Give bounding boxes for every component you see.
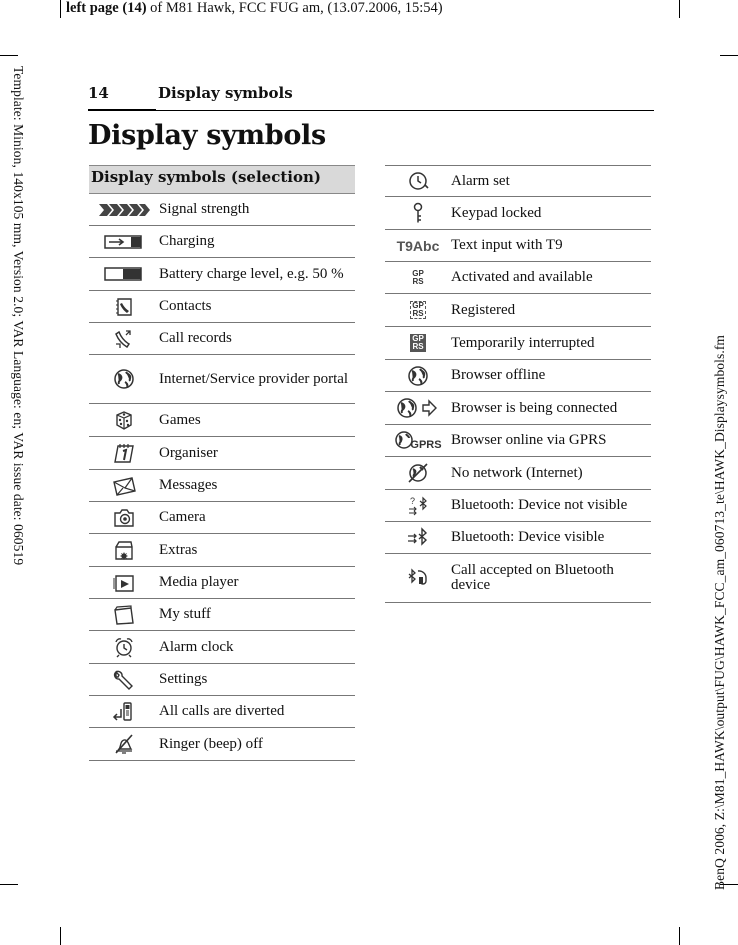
row-label: Browser offline — [451, 367, 546, 383]
file-path-vertical — [712, 200, 732, 890]
camera-icon — [89, 502, 159, 533]
table-row — [89, 599, 355, 631]
gprs-registered-icon — [385, 294, 451, 326]
template-info-vertical — [8, 66, 28, 666]
row-label: Bluetooth: Device not visible — [451, 497, 628, 513]
svg-text:?: ? — [410, 495, 416, 506]
page-header — [88, 80, 654, 111]
row-label: Camera — [159, 509, 206, 525]
call-records-icon — [89, 323, 159, 354]
row-label: Messages — [159, 477, 218, 493]
row-label: Signal strength — [159, 201, 250, 217]
globe-icon — [89, 355, 159, 403]
wrench-icon — [89, 664, 159, 695]
key-icon — [385, 197, 451, 229]
table-row — [89, 664, 355, 696]
crop-mark — [720, 55, 738, 56]
bluetooth-call-icon — [385, 554, 451, 602]
table-row — [385, 392, 651, 425]
table-heading: Display symbols (selection) — [89, 165, 355, 194]
gprs-bottom: RS — [412, 342, 424, 351]
template-info-text: Template: Minion, 140x105 mm, Version 2.0; VAR Language: en; VAR issue date: 060519 — [11, 66, 26, 566]
browser-gprs-icon — [385, 425, 451, 456]
table-row — [385, 327, 651, 360]
crop-mark — [0, 884, 18, 885]
row-label: Ringer (beep) off — [159, 735, 263, 752]
folder-icon — [89, 599, 159, 630]
row-label: Settings — [159, 671, 208, 687]
browser-connecting-icon — [385, 392, 451, 424]
row-label: Internet/Service provider portal — [159, 370, 349, 387]
row-label: Keypad locked — [451, 204, 542, 221]
gprs-bottom: RS — [412, 309, 424, 318]
t9-icon-text: T9Abc — [396, 237, 440, 254]
row-label: Charging — [159, 233, 215, 249]
row-label: Call accepted on Bluetooth device — [451, 562, 614, 593]
row-label: Battery charge level, e.g. 50 % — [159, 265, 344, 282]
bluetooth-visible-icon — [385, 522, 451, 553]
gprs-available-icon — [385, 262, 451, 293]
table-row — [385, 230, 651, 262]
crop-mark — [0, 55, 18, 56]
row-label: Alarm set — [451, 172, 510, 189]
no-network-icon — [385, 457, 451, 489]
table-row — [385, 294, 651, 327]
table-row — [385, 262, 651, 294]
gprs-bottom: RS — [412, 276, 424, 286]
table-row — [89, 631, 355, 664]
running-head-rest: of M81 Hawk, FCC FUG am, (13.07.2006, 15:54) — [146, 0, 443, 16]
table-row — [385, 360, 651, 392]
row-label: Games — [159, 411, 201, 428]
crop-mark — [60, 0, 61, 18]
table-row — [385, 197, 651, 230]
battery-icon — [89, 258, 159, 290]
media-player-icon — [89, 567, 159, 598]
gprs-interrupted-icon — [385, 327, 451, 359]
table-row — [89, 323, 355, 355]
signal-strength-icon — [89, 194, 159, 225]
divert-icon — [89, 696, 159, 727]
crop-mark — [679, 0, 680, 18]
row-label: No network (Internet) — [451, 464, 583, 481]
table-row — [89, 258, 355, 291]
gprs-top: GP — [412, 301, 424, 310]
file-path-text: BenQ 2006, Z:\M81_HAWK\output\FUG\HAWK_FCC_am_060713_te\HAWK_Displaysymbols.fm — [712, 334, 727, 890]
table-row — [89, 194, 355, 226]
table-row — [89, 534, 355, 567]
table-row — [385, 165, 651, 197]
table-row — [89, 567, 355, 599]
table-row — [89, 404, 355, 437]
section-title: Display symbols — [158, 84, 293, 102]
table-row — [89, 437, 355, 470]
symbols-table-right — [385, 165, 651, 603]
row-label: Temporarily interrupted — [451, 334, 595, 351]
bluetooth-invisible-icon — [385, 490, 451, 521]
row-label: Browser online via GPRS — [451, 432, 607, 448]
table-row — [89, 355, 355, 404]
table-row — [385, 490, 651, 522]
alarm-clock-icon — [89, 631, 159, 663]
contacts-icon — [89, 291, 159, 322]
charging-icon — [89, 226, 159, 257]
page-number: 14 — [88, 84, 109, 102]
gprs-top: GP — [412, 268, 424, 278]
table-row — [385, 457, 651, 490]
row-label: Extras — [159, 541, 198, 558]
row-label: Text input with T9 — [451, 237, 563, 253]
table-row — [89, 728, 355, 761]
table-row — [385, 554, 651, 603]
gprs-top: GP — [412, 334, 424, 343]
crop-mark — [679, 927, 680, 945]
extras-icon — [89, 534, 159, 566]
gprs-label: GPRS — [410, 438, 442, 451]
row-label: Media player — [159, 574, 239, 590]
bell-off-icon — [89, 728, 159, 760]
row-label: Contacts — [159, 298, 212, 314]
row-label: Alarm clock — [159, 638, 234, 655]
table-row — [385, 425, 651, 457]
table-row — [89, 226, 355, 258]
dice-icon — [89, 404, 159, 436]
row-label: Bluetooth: Device visible — [451, 529, 605, 545]
t9-icon — [385, 230, 451, 261]
running-head-bold: left page (14) — [66, 0, 147, 16]
alarm-set-icon — [385, 166, 451, 196]
calendar-icon — [89, 437, 159, 469]
row-label: Organiser — [159, 444, 218, 461]
header-rule — [88, 109, 156, 111]
crop-mark — [60, 927, 61, 945]
running-head — [66, 0, 443, 17]
page-title: Display symbols — [88, 120, 326, 151]
row-label: Browser is being connected — [451, 399, 618, 416]
envelope-icon — [89, 470, 159, 501]
row-label: Registered — [451, 301, 516, 318]
table-row — [89, 291, 355, 323]
row-label: Call records — [159, 330, 232, 346]
table-row — [89, 696, 355, 728]
table-row — [89, 502, 355, 534]
browser-offline-icon — [385, 360, 451, 391]
row-label: All calls are diverted — [159, 703, 285, 719]
row-label: Activated and available — [451, 269, 593, 285]
table-row — [89, 470, 355, 502]
table-row — [385, 522, 651, 554]
row-label: My stuff — [159, 606, 211, 622]
symbols-table-left — [89, 165, 355, 761]
